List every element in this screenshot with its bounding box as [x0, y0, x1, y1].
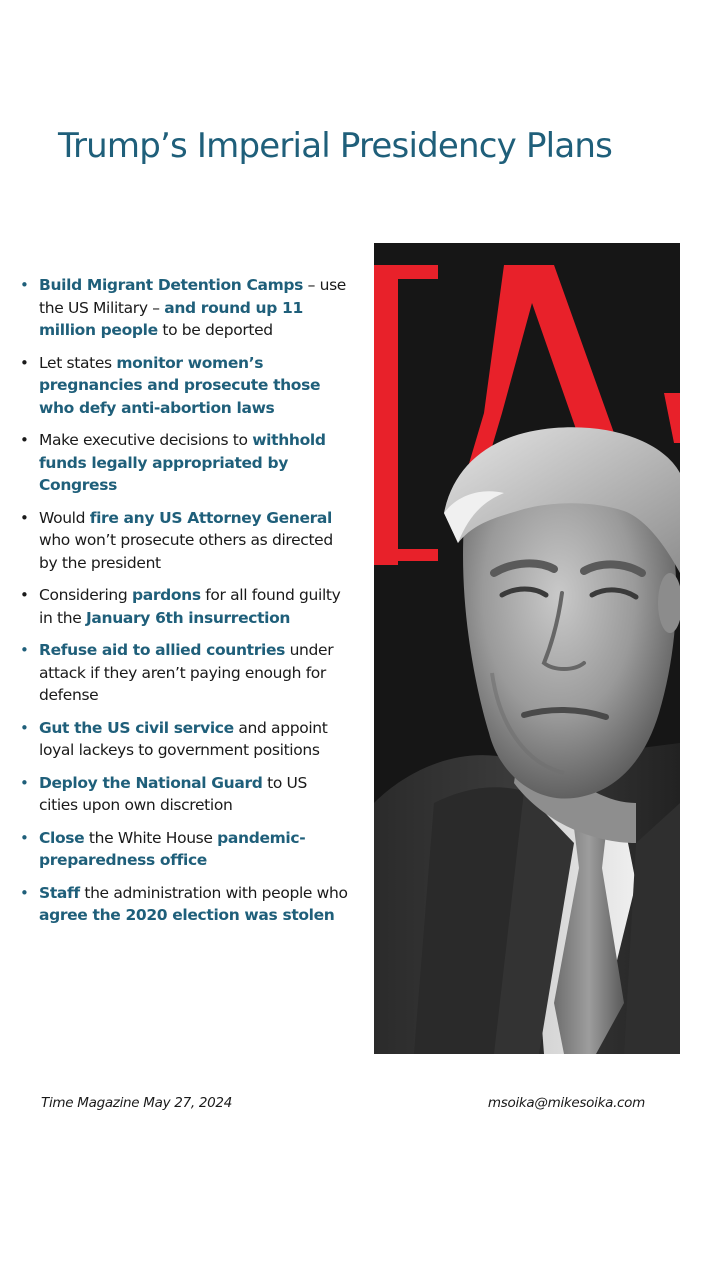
- bullet-item: [20, 507, 350, 575]
- bullet-emphasis-text: Staff: [39, 883, 80, 902]
- bullet-item: [20, 584, 350, 629]
- bullet-item: [20, 429, 350, 497]
- bullet-emphasis-text: withhold funds legally appropriated by Congress: [39, 431, 326, 494]
- bullet-emphasis-text: Build Migrant Detention Camps: [39, 276, 304, 294]
- bullet-text: who won’t prosecute others as directed by the president: [39, 531, 333, 572]
- bullet-emphasis-text: pardons: [131, 586, 201, 604]
- bullet-dot-icon: •: [20, 883, 29, 902]
- portrait-illustration: [374, 243, 680, 1054]
- bullet-list: [20, 274, 350, 937]
- bullet-text: under attack if they aren’t paying enough for defense: [39, 641, 334, 704]
- bullet-item: [20, 827, 350, 872]
- bullet-emphasis-text: pandemic-preparedness office: [39, 828, 306, 869]
- bullet-item: [20, 639, 350, 707]
- bullet-dot-icon: •: [20, 586, 29, 604]
- bullet-item: [20, 882, 350, 927]
- bullet-emphasis-text: agree the 2020 election was stolen: [39, 906, 335, 924]
- bullet-dot-icon: •: [20, 276, 29, 294]
- contact-email[interactable]: msoika@mikesoika.com: [487, 1095, 645, 1111]
- bullet-item: [20, 274, 350, 342]
- bullet-text: Make executive decisions to: [39, 431, 253, 449]
- bullet-dot-icon: •: [20, 353, 29, 372]
- bullet-emphasis-text: and round up 11 million people: [39, 298, 303, 339]
- bullet-emphasis-text: January 6th insurrection: [85, 608, 291, 627]
- bullet-dot-icon: •: [20, 641, 29, 659]
- bullet-text: to US cities upon own discretion: [39, 773, 308, 814]
- bullet-emphasis-text: fire any US Attorney General: [89, 508, 333, 527]
- bullet-text: to be deported: [157, 321, 273, 339]
- bullet-dot-icon: •: [20, 828, 29, 847]
- bullet-item: [20, 717, 350, 762]
- bullet-text: Would: [39, 508, 90, 527]
- source-citation: Time Magazine May 27, 2024: [41, 1095, 233, 1111]
- bullet-emphasis-text: Close: [39, 828, 85, 847]
- bullet-emphasis-text: Deploy the National Guard: [39, 773, 263, 792]
- bullet-text: – use the US Military –: [39, 276, 346, 317]
- bullet-text: the White House: [84, 828, 218, 847]
- bullet-text: for all found guilty in the: [39, 586, 341, 627]
- bullet-text: and appoint loyal lackeys to government positions: [39, 718, 328, 759]
- bullet-dot-icon: •: [20, 773, 29, 792]
- page-title: Trump’s Imperial Presidency Plans: [58, 126, 613, 166]
- bullet-item: [20, 772, 350, 817]
- bullet-emphasis-text: Refuse aid to allied countries: [39, 641, 285, 659]
- bullet-dot-icon: •: [20, 431, 29, 449]
- bullet-text: Considering: [39, 586, 132, 604]
- bullet-item: [20, 352, 350, 420]
- magazine-cover-image: [374, 243, 680, 1054]
- bullet-text: the administration with people who: [79, 883, 348, 902]
- bullet-text: Let states: [39, 353, 117, 372]
- bullet-dot-icon: •: [20, 508, 29, 527]
- bullet-emphasis-text: Gut the US civil service: [39, 718, 234, 737]
- bullet-dot-icon: •: [20, 718, 29, 737]
- bullet-emphasis-text: monitor women’s pregnancies and prosecute those who defy anti-abortion laws: [39, 353, 321, 417]
